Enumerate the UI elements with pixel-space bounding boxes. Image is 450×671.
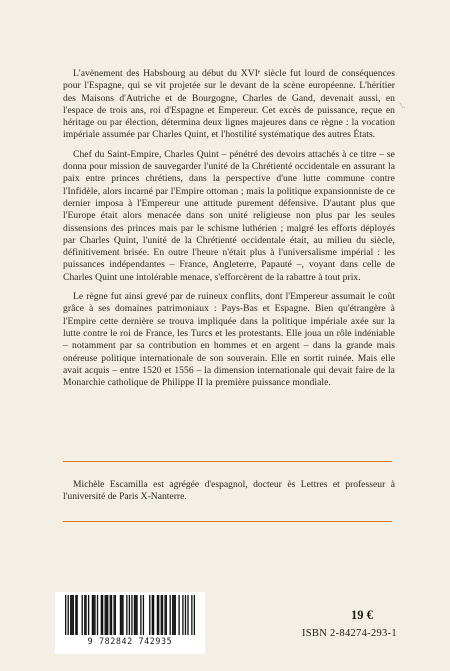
barcode-bar (129, 595, 130, 635)
barcode-digits: 9 782842 742935 (87, 636, 173, 646)
isbn-label: ISBN 2-84274-293-1 (302, 628, 397, 639)
barcode-bar (76, 595, 77, 635)
author-note (63, 479, 395, 504)
barcode-bar (158, 595, 159, 635)
barcode-bar (175, 595, 176, 635)
blurb-paragraph-2: Chef du Saint-Empire, Charles Quint – pénétré des devoirs attachés à ce titre – se donna pour mission de sauvegarder l'unité de la Chrétienté occidentale en assurant la paix entre princes chrétiens, dans la perspective d'une lutte commune contre l'Infidèle, alors incarné par l'Empire ottoman ; mais la politique expansionniste de ce dernier imposa à l'Empereur une attitude purement défensive. D'autant plus que l'Europe était alors menacée dans son unité religieuse non plus par les seules dissensions des princes mais par le schisme luthérien ; malgré les efforts déployés par Charles Quint, l'unité de la Chrétienté occidentale était, au milieu du siècle, définitivement brisée. En outre l'heure n'était plus à l'universalisme impérial : les puissances indépendantes – France, Angleterre, Papauté –, voyant dans celle de Charles Quint une intolérable menace, s'efforcèrent de la rabattre à tout prix. (63, 148, 395, 283)
barcode-bar (153, 595, 154, 635)
barcode-bar (164, 595, 165, 635)
barcode-bar (149, 595, 150, 635)
barcode-bar (75, 595, 76, 635)
barcode-bar (194, 595, 195, 635)
barcode-bar (111, 595, 112, 635)
barcode-bar (136, 595, 137, 635)
barcode-bar (84, 595, 85, 635)
barcode-bar (110, 595, 111, 635)
barcode-bar (152, 595, 153, 635)
barcode-bar (106, 595, 107, 635)
barcode-bar (102, 595, 103, 635)
barcode-bar (82, 595, 83, 635)
barcode-bar (113, 595, 114, 635)
blurb-text (63, 68, 395, 396)
barcode-bar (88, 595, 89, 635)
barcode-bar (143, 595, 144, 635)
blurb-paragraph-1: L'avènement des Habsbourg au début du XVIᵉ siècle fut lourd de conséquences pour l'Espagne, qui se vit projetée sur le devant de la scène européenne. L'héritier des Maisons d'Autriche et de Bourgogne, Charles de Gand, devenait aussi, en l'espace de trois ans, roi d'Espagne et Empereur. Cet excès de puissance, reçue en héritage ou par élection, détermina deux lignes majeures dans ce règne : la vocation impériale assumée par Charles Quint, et l'hostilité systématique des autres États. (63, 68, 395, 141)
barcode-bar (185, 595, 186, 635)
barcode-bar (157, 595, 158, 635)
barcode-bar (191, 595, 192, 635)
author-note-text: Michèle Escamilla est agrégée d'espagnol, docteur ès Lettres et professeur à l'université de Paris X-Nanterre. (63, 479, 395, 503)
barcode-bar (105, 595, 106, 635)
barcode-bar (85, 595, 86, 635)
barcode-bar (121, 595, 122, 635)
blurb-paragraph-3: Le règne fut ainsi grevé par de ruineux conflits, dont l'Empereur assumait le coût grâce à ses domaines patrimoniaux : Pays-Bas et Espagne. Bien qu'étrangère à l'Empire cette dernière se trouva impliquée dans la politique impériale axée sur la lutte contre le roi de France, les Turcs et les protestants. Elle joua un rôle indéniable – notamment par sa contribution en hommes et en argent – dans la grande mais onéreuse politique internationale de son souverain. Elle en sortit ruinée. Mais elle avait acquis – entre 1520 et 1556 – la dimension internationale qui devait faire de la Monarchie catholique de Philippe II la première puissance mondiale. (63, 291, 395, 389)
barcode-bar (65, 595, 66, 635)
barcode-bar (161, 595, 162, 635)
barcode-bar (135, 595, 136, 635)
barcode-bar (97, 595, 98, 635)
barcode-bar (131, 595, 132, 635)
margin-pencil-mark: \. (399, 99, 406, 111)
barcode-bars (65, 595, 195, 635)
barcode-bar (126, 595, 127, 635)
barcode-bar (173, 595, 174, 635)
divider-bottom (63, 521, 392, 522)
barcode-bar (182, 595, 183, 635)
barcode-bar (134, 595, 135, 635)
barcode-bar (172, 595, 173, 635)
barcode-bar (178, 595, 179, 635)
barcode-bar (70, 595, 71, 635)
barcode-bar (71, 595, 72, 635)
barcode-bar (140, 595, 141, 635)
divider-top (63, 461, 392, 462)
barcode (55, 592, 205, 654)
barcode-bar (92, 595, 93, 635)
barcode-bar (162, 595, 163, 635)
barcode-bar (73, 595, 74, 635)
barcode-bar (107, 595, 108, 635)
barcode-bar (187, 595, 188, 635)
barcode-bar (101, 595, 102, 635)
barcode-bar (93, 595, 94, 635)
barcode-bar (68, 595, 69, 635)
barcode-bar (115, 595, 116, 635)
barcode-bar (166, 595, 167, 635)
price-label: 19 € (351, 608, 373, 622)
barcode-bar (170, 595, 171, 635)
barcode-bar (122, 595, 123, 635)
barcode-bar (120, 595, 121, 635)
barcode-bar (94, 595, 95, 635)
